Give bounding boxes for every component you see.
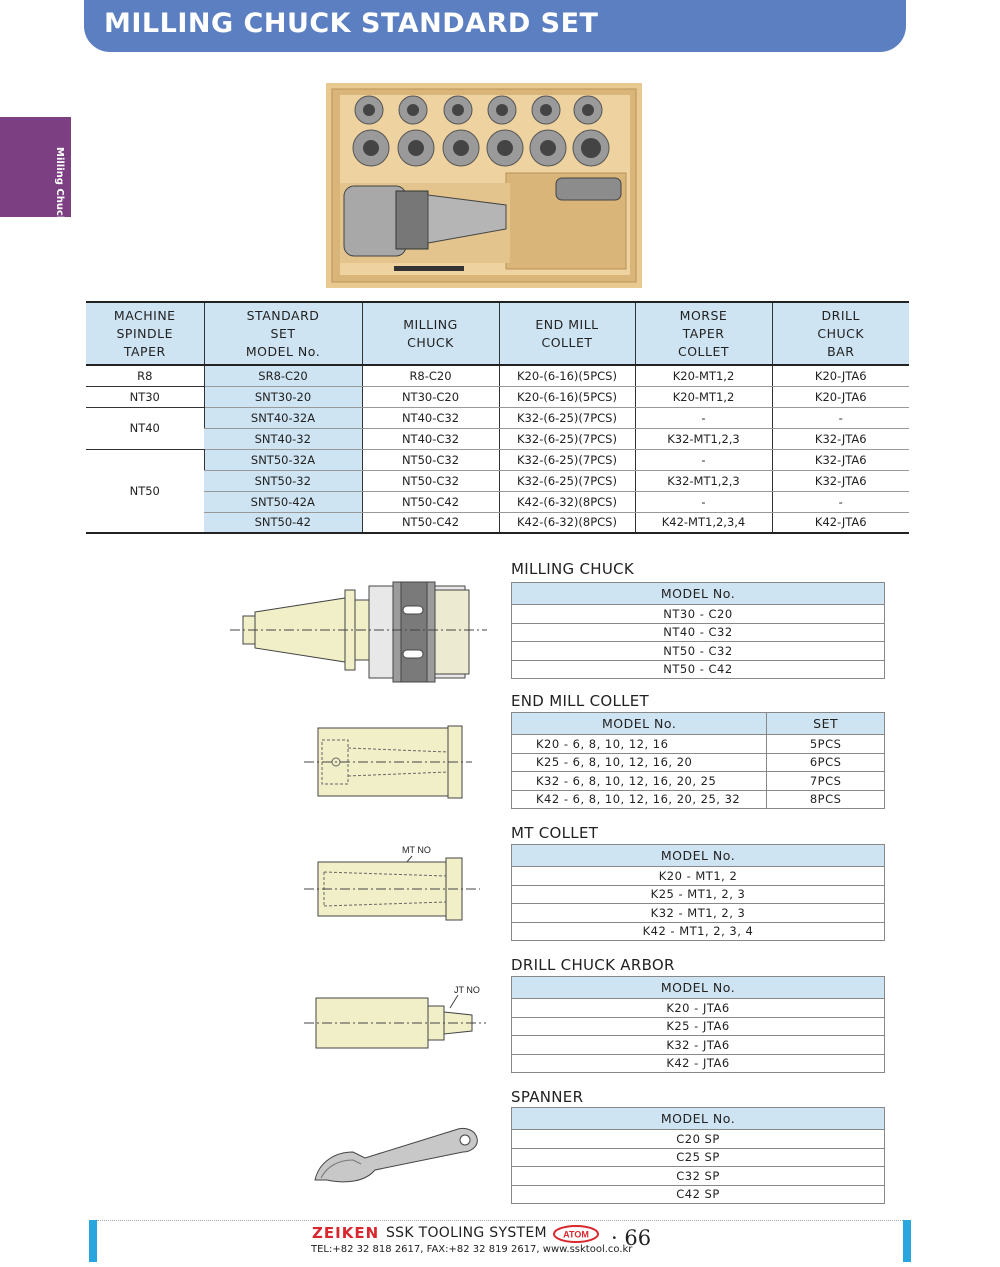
contact-info: TEL:+82 32 818 2617, FAX:+82 32 819 2617, www.ssktool.co.kr bbox=[311, 1244, 633, 1255]
taper-cell: NT30 bbox=[86, 386, 204, 407]
table-cell: K32-JTA6 bbox=[772, 428, 909, 449]
table-cell: - bbox=[635, 407, 772, 428]
drill-chuck-arbor-drawing bbox=[300, 982, 490, 1052]
taper-cell: R8 bbox=[86, 365, 204, 386]
taper-cell: NT40 bbox=[86, 407, 204, 449]
list-item: C20 SP bbox=[512, 1130, 885, 1149]
table-cell: K42-MT1,2,3,4 bbox=[635, 512, 772, 533]
atom-logo bbox=[553, 1225, 599, 1243]
spanner-table bbox=[511, 1107, 885, 1204]
list-item: K42 - MT1, 2, 3, 4 bbox=[512, 922, 885, 941]
end-mill-collet-title: END MILL COLLET bbox=[511, 692, 649, 710]
footer-divider bbox=[97, 1220, 903, 1221]
set-model-cell: SNT50-42A bbox=[204, 491, 362, 512]
table-cell: R8-C20 bbox=[362, 365, 499, 386]
drill-chuck-arbor-table bbox=[511, 976, 885, 1073]
table-cell: K42-JTA6 bbox=[772, 512, 909, 533]
table-cell: K20-JTA6 bbox=[772, 386, 909, 407]
product-set-photo bbox=[326, 83, 642, 288]
jt-no-label: JT NO bbox=[454, 985, 480, 995]
set-count: 5PCS bbox=[767, 735, 885, 754]
list-item: NT40 - C32 bbox=[512, 623, 885, 642]
milling-chuck-drawing bbox=[225, 576, 495, 688]
page-title: MILLING CHUCK STANDARD SET bbox=[104, 8, 599, 39]
list-item: K42 - 6, 8, 10, 12, 16, 20, 25, 32 bbox=[512, 790, 767, 809]
set-model-cell: SNT50-32A bbox=[204, 449, 362, 470]
col-header-morse-taper-collet: MORSE TAPER COLLET bbox=[635, 302, 772, 365]
end-mill-collet-model-header: MODEL No. bbox=[512, 713, 767, 735]
table-cell: K20-MT1,2 bbox=[635, 365, 772, 386]
col-header-machine-spindle-taper: MACHINE SPINDLE TAPER bbox=[86, 302, 204, 365]
table-cell: K32-JTA6 bbox=[772, 449, 909, 470]
table-cell: K42-(6-32)(8PCS) bbox=[499, 491, 635, 512]
drill-chuck-arbor-title: DRILL CHUCK ARBOR bbox=[511, 956, 675, 974]
list-item: K20 - MT1, 2 bbox=[512, 867, 885, 886]
list-item: K25 - JTA6 bbox=[512, 1017, 885, 1036]
mt-collet-table bbox=[511, 844, 885, 941]
table-cell: NT30-C20 bbox=[362, 386, 499, 407]
table-cell: - bbox=[635, 491, 772, 512]
milling-chuck-header: MODEL No. bbox=[512, 583, 885, 605]
table-row bbox=[86, 386, 909, 407]
spanner-header: MODEL No. bbox=[512, 1108, 885, 1130]
table-cell: K20-JTA6 bbox=[772, 365, 909, 386]
standard-set-table bbox=[86, 301, 909, 534]
table-cell: NT50-C32 bbox=[362, 449, 499, 470]
table-cell: K32-(6-25)(7PCS) bbox=[499, 470, 635, 491]
footer-accent-right bbox=[903, 1220, 911, 1262]
table-row bbox=[86, 428, 909, 449]
list-item: K20 - 6, 8, 10, 12, 16 bbox=[512, 735, 767, 754]
table-cell: - bbox=[635, 449, 772, 470]
mt-collet-title: MT COLLET bbox=[511, 824, 599, 842]
set-count: 8PCS bbox=[767, 790, 885, 809]
milling-chuck-title: MILLING CHUCK bbox=[511, 560, 635, 578]
table-cell: K32-(6-25)(7PCS) bbox=[499, 449, 635, 470]
set-model-cell: SNT30-20 bbox=[204, 386, 362, 407]
list-item: K32 - 6, 8, 10, 12, 16, 20, 25 bbox=[512, 772, 767, 791]
col-header-milling-chuck: MILLING CHUCK bbox=[362, 302, 499, 365]
list-item: NT50 - C32 bbox=[512, 642, 885, 661]
table-cell: K42-(6-32)(8PCS) bbox=[499, 512, 635, 533]
table-cell: NT40-C32 bbox=[362, 428, 499, 449]
list-item: K25 - MT1, 2, 3 bbox=[512, 885, 885, 904]
table-cell: NT50-C32 bbox=[362, 470, 499, 491]
table-cell: - bbox=[772, 407, 909, 428]
table-cell: K32-MT1,2,3 bbox=[635, 470, 772, 491]
list-item: K20 - JTA6 bbox=[512, 999, 885, 1018]
list-item: K25 - 6, 8, 10, 12, 16, 20 bbox=[512, 753, 767, 772]
set-model-cell: SR8-C20 bbox=[204, 365, 362, 386]
brand-logo: ZEIKEN bbox=[312, 1224, 380, 1242]
page-number: · 66 bbox=[611, 1226, 652, 1250]
table-cell: K20-MT1,2 bbox=[635, 386, 772, 407]
table-cell: K20-(6-16)(5PCS) bbox=[499, 365, 635, 386]
mt-collet-drawing bbox=[300, 842, 485, 922]
list-item: C25 SP bbox=[512, 1148, 885, 1167]
set-count: 6PCS bbox=[767, 753, 885, 772]
spanner-drawing bbox=[305, 1118, 485, 1188]
table-cell: NT50-C42 bbox=[362, 512, 499, 533]
list-item: NT30 - C20 bbox=[512, 605, 885, 624]
footer-accent-left bbox=[89, 1220, 97, 1262]
side-tab-label: Milling Chuck bbox=[54, 147, 65, 223]
table-cell: K32-(6-25)(7PCS) bbox=[499, 428, 635, 449]
table-row bbox=[86, 365, 909, 386]
end-mill-collet-drawing bbox=[300, 722, 480, 802]
spanner-title: SPANNER bbox=[511, 1088, 584, 1106]
table-cell: - bbox=[772, 491, 909, 512]
table-row bbox=[86, 449, 909, 470]
table-cell: K32-(6-25)(7PCS) bbox=[499, 407, 635, 428]
table-row bbox=[86, 470, 909, 491]
list-item: K32 - MT1, 2, 3 bbox=[512, 904, 885, 923]
col-header-standard-set: STANDARD SET MODEL No. bbox=[204, 302, 362, 365]
company-name: SSK TOOLING SYSTEM bbox=[386, 1225, 547, 1241]
list-item: NT50 - C42 bbox=[512, 660, 885, 679]
table-cell: NT40-C32 bbox=[362, 407, 499, 428]
set-model-cell: SNT50-42 bbox=[204, 512, 362, 533]
table-row bbox=[86, 407, 909, 428]
mt-no-label: MT NO bbox=[402, 845, 431, 855]
list-item: C32 SP bbox=[512, 1167, 885, 1186]
set-count: 7PCS bbox=[767, 772, 885, 791]
end-mill-collet-table bbox=[511, 712, 885, 809]
set-model-cell: SNT50-32 bbox=[204, 470, 362, 491]
col-header-end-mill-collet: END MILL COLLET bbox=[499, 302, 635, 365]
end-mill-collet-set-header: SET bbox=[767, 713, 885, 735]
table-cell: K32-MT1,2,3 bbox=[635, 428, 772, 449]
list-item: K32 - JTA6 bbox=[512, 1036, 885, 1055]
mt-collet-header: MODEL No. bbox=[512, 845, 885, 867]
milling-chuck-table bbox=[511, 582, 885, 679]
table-cell: K20-(6-16)(5PCS) bbox=[499, 386, 635, 407]
list-item: K42 - JTA6 bbox=[512, 1054, 885, 1073]
table-row bbox=[86, 512, 909, 533]
set-model-cell: SNT40-32 bbox=[204, 428, 362, 449]
list-item: C42 SP bbox=[512, 1185, 885, 1204]
atom-logo-text: ATOM bbox=[563, 1229, 589, 1240]
table-cell: NT50-C42 bbox=[362, 491, 499, 512]
drill-chuck-arbor-header: MODEL No. bbox=[512, 977, 885, 999]
taper-cell: NT50 bbox=[86, 449, 204, 533]
set-model-cell: SNT40-32A bbox=[204, 407, 362, 428]
col-header-drill-chuck-bar: DRILL CHUCK BAR bbox=[772, 302, 909, 365]
table-row bbox=[86, 491, 909, 512]
table-cell: K32-JTA6 bbox=[772, 470, 909, 491]
